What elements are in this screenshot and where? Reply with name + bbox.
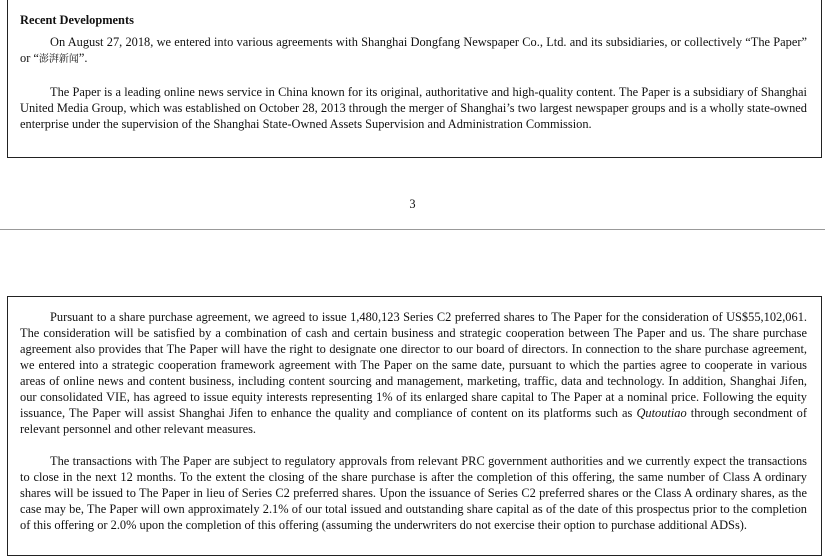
paragraph-the-paper: The Paper is a leading online news service in China known for its original, authoritative and high-quality content. The Paper is a subsidiary of Shanghai United Media Group, which was established on October 28, 2013 through the merger of Shanghai’s two largest newspaper groups and is a wholly state-owned enterprise under the supervision of the Shanghai State-Owned Assets Supervision and Administration Commission. (20, 85, 807, 131)
paragraph-text-end: through secondment of relevant personnel and other relevant measures. (20, 406, 807, 436)
recent-developments-box (7, 0, 822, 158)
italic-platform-name: Qutoutiao (636, 406, 687, 420)
share-purchase-box (7, 296, 822, 556)
paragraph-text-end: ”. (78, 51, 88, 65)
paragraph-transactions: The transactions with The Paper are subject to regulatory approvals from relevant PRC government authorities and we currently expect the transactions to close in the next 12 months. To the extent the closing of the share purchase is after the completion of this offering, the same number of Class A ordinary shares will be issued to The Paper in lieu of Series C2 preferred shares. Upon the issuance of Series C2 preferred shares or the Class A ordinary shares, as the case may be, The Paper will own approximately 2.1% of our total issued and outstanding share capital as of the date of this prospectus prior to the completion of this offering or 2.0% upon the completion of this offering (assuming the underwriters do not exercise their option to purchase additional ADSs). (20, 454, 807, 532)
paragraph-share-purchase (20, 309, 807, 437)
paragraph-text: Pursuant to a share purchase agreement, we agreed to issue 1,480,123 Series C2 preferred shares to The Paper for the consideration of US$55,102,061. The consideration will be satisfied by a combination of cash and certain business and strategic cooperation between The Paper and us. The share purchase agreement also provides that The Paper will have the right to designate one director to our board of directors. In connection to the share purchase agreement, we entered into a strategic cooperation framework agreement with The Paper on the same date, pursuant to which the parties agree to cooperate in various areas of online news and content business, including content sourcing and management, marketing, traffic, data and technology. In addition, Shanghai Jifen, our consolidated VIE, has agreed to issue equity interests representing 1% of its enlarged share capital to The Paper at a nominal price. Following the equity issuance, The Paper will assist Shanghai Jifen to enhance the quality and compliance of content on its platforms such as (20, 310, 807, 420)
page-number: 3 (409, 197, 416, 211)
paragraph-text: On August 27, 2018, we entered into various agreements with Shanghai Dongfang Newspaper Co., Ltd. and its subsidiaries, or collectively “The Paper” or “ (20, 35, 807, 65)
section-heading: Recent Developments (20, 13, 134, 27)
paragraph-agreements (20, 34, 807, 68)
chinese-name: 澎湃新闻 (38, 54, 79, 65)
page-divider (0, 229, 825, 230)
